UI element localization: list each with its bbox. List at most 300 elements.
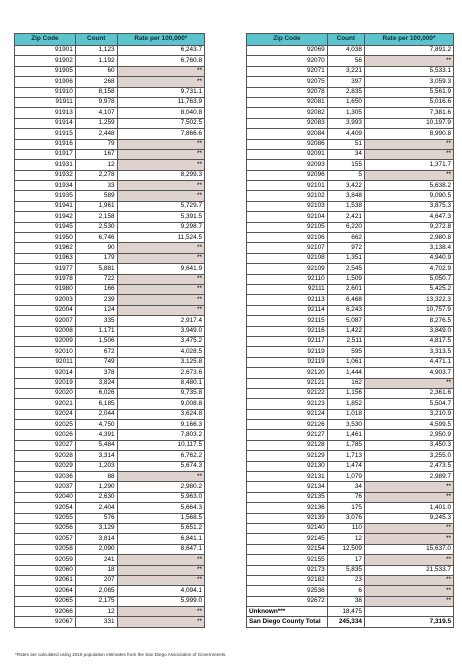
table-row: [15, 492, 205, 502]
table-row: [15, 513, 205, 523]
right-table-body: [247, 46, 454, 628]
rate-cell: **: [364, 482, 453, 492]
table-row: [15, 170, 205, 180]
rate-cell: 9,731.1: [117, 87, 204, 97]
table-row: [15, 534, 205, 544]
zip-code-cell: 92037: [15, 482, 76, 492]
zip-code-cell: 91942: [15, 212, 76, 222]
table-row: [15, 97, 205, 107]
count-cell: 1,785: [327, 440, 364, 450]
zip-code-cell: 92119: [247, 357, 328, 367]
rate-cell: 9,641.9: [117, 264, 204, 274]
zip-code-cell: 92140: [247, 523, 328, 533]
count-cell: 2,511: [327, 336, 364, 346]
table-row: [15, 617, 205, 627]
table-row: [247, 503, 454, 513]
rate-cell: 5,664.3: [117, 503, 204, 513]
table-row: [15, 139, 205, 149]
rate-cell: 3,475.2: [117, 336, 204, 346]
table-row: [247, 326, 454, 336]
rate-cell: 2,989.7: [364, 472, 453, 482]
table-row: [15, 87, 205, 97]
table-row: [247, 97, 454, 107]
rate-cell: 8,276.5: [364, 316, 453, 326]
table-row: [15, 233, 205, 243]
count-cell: 1,509: [327, 274, 364, 284]
rate-cell: **: [117, 253, 204, 263]
table-row: [247, 46, 454, 56]
zip-code-cell: 91950: [15, 233, 76, 243]
zip-code-cell: 91977: [15, 264, 76, 274]
table-row: [247, 243, 454, 253]
count-cell: 4,750: [75, 420, 117, 430]
rate-cell: 5,533.1: [364, 66, 453, 76]
table-row: [15, 316, 205, 326]
count-cell: 397: [327, 77, 364, 87]
zip-code-cell: 92672: [247, 596, 328, 606]
zip-code-cell: 92082: [247, 108, 328, 118]
count-cell: 662: [327, 233, 364, 243]
zip-code-cell: 92096: [247, 170, 328, 180]
rate-cell: **: [364, 596, 453, 606]
table-row: [15, 46, 205, 56]
table-row: [247, 118, 454, 128]
zip-code-cell: 91901: [15, 46, 76, 56]
rate-header: Rate per 100,000*: [117, 34, 204, 46]
table-row: [15, 264, 205, 274]
count-cell: 6,026: [75, 388, 117, 398]
table-row: [15, 575, 205, 585]
header-row: [15, 34, 205, 46]
rate-cell: 2,361.6: [364, 388, 453, 398]
zip-code-cell: 91917: [15, 149, 76, 159]
zip-code-cell: 92130: [247, 461, 328, 471]
rate-cell: 9,166.3: [117, 420, 204, 430]
zip-code-cell: 91913: [15, 108, 76, 118]
rate-cell: 9,272.8: [364, 222, 453, 232]
zip-code-cell: 92009: [15, 336, 76, 346]
count-cell: 589: [75, 191, 117, 201]
count-cell: 88: [75, 472, 117, 482]
zip-code-cell: 92036: [15, 472, 76, 482]
count-cell: 17: [327, 555, 364, 565]
rate-cell: **: [117, 274, 204, 284]
count-cell: 5,881: [75, 264, 117, 274]
zip-code-cell: 91963: [15, 253, 76, 263]
table-row: [247, 222, 454, 232]
rate-cell: 5,963.0: [117, 492, 204, 502]
zip-code-cell: 92057: [15, 534, 76, 544]
count-cell: 378: [75, 368, 117, 378]
count-cell: 245,334: [327, 617, 364, 627]
zip-code-cell: 92011: [15, 357, 76, 367]
rate-cell: 2,980.8: [364, 233, 453, 243]
zip-code-cell: 92116: [247, 326, 328, 336]
rate-cell: 13,322.3: [364, 295, 453, 305]
zip-code-cell: 91914: [15, 118, 76, 128]
zip-code-cell: 92115: [247, 316, 328, 326]
zip-code-cell: 91906: [15, 77, 76, 87]
rate-cell: 4,599.5: [364, 420, 453, 430]
count-cell: 2,090: [75, 544, 117, 554]
zip-code-cell: 92124: [247, 409, 328, 419]
zip-code-header: Zip Code: [247, 34, 328, 46]
zip-code-cell: 92028: [15, 451, 76, 461]
county-total-row: [247, 617, 454, 627]
table-row: [247, 181, 454, 191]
table-row: [15, 56, 205, 66]
count-cell: 749: [75, 357, 117, 367]
count-cell: 2,158: [75, 212, 117, 222]
zip-code-cell: 92128: [247, 440, 328, 450]
count-cell: 5: [327, 170, 364, 180]
table-row: [247, 523, 454, 533]
zip-code-cell: San Diego County Total: [247, 617, 328, 627]
rate-cell: 4,903.7: [364, 368, 453, 378]
zip-code-cell: 92055: [15, 513, 76, 523]
rate-cell: **: [364, 149, 453, 159]
zip-code-cell: 91911: [15, 97, 76, 107]
count-cell: 595: [327, 347, 364, 357]
zip-code-cell: 92117: [247, 336, 328, 346]
table-row: [247, 430, 454, 440]
count-cell: 3,814: [75, 534, 117, 544]
table-row: [15, 274, 205, 284]
rate-cell: 3,875.3: [364, 201, 453, 211]
count-cell: 1,305: [327, 108, 364, 118]
count-cell: 155: [327, 160, 364, 170]
count-cell: 2,044: [75, 409, 117, 419]
table-row: [247, 305, 454, 315]
zip-code-cell: 92101: [247, 181, 328, 191]
zip-code-cell: 92025: [15, 420, 76, 430]
rate-cell: 5,504.7: [364, 399, 453, 409]
zip-code-cell: 92134: [247, 482, 328, 492]
rate-cell: **: [117, 617, 204, 627]
table-row: [15, 347, 205, 357]
count-header: Count: [75, 34, 117, 46]
count-cell: 79: [75, 139, 117, 149]
rate-cell: 5,674.3: [117, 461, 204, 471]
rate-cell: 8,480.1: [117, 378, 204, 388]
zip-code-cell: 92081: [247, 97, 328, 107]
zip-code-cell: 91915: [15, 129, 76, 139]
count-cell: 6,468: [327, 295, 364, 305]
rate-cell: 5,391.5: [117, 212, 204, 222]
count-cell: 1,123: [75, 46, 117, 56]
count-cell: 2,175: [75, 596, 117, 606]
count-cell: 1,156: [327, 388, 364, 398]
table-row: [15, 108, 205, 118]
table-row: [247, 253, 454, 263]
zip-code-cell: 91932: [15, 170, 76, 180]
rate-cell: 2,950.9: [364, 430, 453, 440]
rate-cell: 2,473.5: [364, 461, 453, 471]
table-row: [15, 440, 205, 450]
rate-cell: 2,917.4: [117, 316, 204, 326]
zip-code-cell: 92064: [15, 586, 76, 596]
table-row: [15, 243, 205, 253]
zip-code-cell: 92058: [15, 544, 76, 554]
table-row: [15, 118, 205, 128]
table-row: [247, 482, 454, 492]
rate-cell: **: [117, 472, 204, 482]
rate-cell: **: [117, 607, 204, 617]
zip-code-cell: 92114: [247, 305, 328, 315]
rate-cell: **: [117, 191, 204, 201]
rate-cell: 3,313.5: [364, 347, 453, 357]
count-cell: 1,079: [327, 472, 364, 482]
zip-code-cell: 92019: [15, 378, 76, 388]
rate-cell: 4,471.1: [364, 357, 453, 367]
rate-cell: **: [364, 586, 453, 596]
rate-cell: 10,757.9: [364, 305, 453, 315]
count-cell: 3,129: [75, 523, 117, 533]
zip-code-cell: 92021: [15, 399, 76, 409]
count-cell: 12: [75, 607, 117, 617]
rate-cell: 5,999.0: [117, 596, 204, 606]
table-row: [247, 160, 454, 170]
table-row: [247, 388, 454, 398]
count-cell: 12: [327, 534, 364, 544]
table-row: [247, 368, 454, 378]
unknown-row: [247, 607, 454, 617]
count-cell: 3,076: [327, 513, 364, 523]
table-row: [247, 555, 454, 565]
count-cell: 2,545: [327, 264, 364, 274]
rate-cell: **: [117, 295, 204, 305]
count-cell: 124: [75, 305, 117, 315]
table-row: [247, 534, 454, 544]
rate-cell: **: [117, 181, 204, 191]
count-cell: 1,650: [327, 97, 364, 107]
rate-cell: 7,803.2: [117, 430, 204, 440]
count-cell: 2,601: [327, 284, 364, 294]
zip-code-cell: 92103: [247, 201, 328, 211]
zip-code-cell: 92106: [247, 233, 328, 243]
count-cell: 2,404: [75, 503, 117, 513]
table-row: [15, 77, 205, 87]
table-row: [247, 170, 454, 180]
count-cell: 12: [75, 160, 117, 170]
zip-code-cell: 92024: [15, 409, 76, 419]
count-cell: 1,290: [75, 482, 117, 492]
zip-code-cell: 92054: [15, 503, 76, 513]
zip-code-cell: 92127: [247, 430, 328, 440]
count-cell: 1,203: [75, 461, 117, 471]
zip-code-cell: 92104: [247, 212, 328, 222]
zip-code-cell: 92086: [247, 139, 328, 149]
right-zip-table: [246, 33, 454, 628]
rate-cell: 3,450.3: [364, 440, 453, 450]
zip-code-cell: 92083: [247, 118, 328, 128]
left-table-body: [15, 46, 205, 628]
rate-cell: 5,651.2: [117, 523, 204, 533]
rate-cell: 8,647.1: [117, 544, 204, 554]
zip-code-cell: 91910: [15, 87, 76, 97]
zip-code-cell: 92111: [247, 284, 328, 294]
count-cell: 167: [75, 149, 117, 159]
zip-code-cell: 91934: [15, 181, 76, 191]
table-row: [15, 181, 205, 191]
rate-cell: **: [364, 555, 453, 565]
zip-code-cell: 92102: [247, 191, 328, 201]
table-row: [15, 399, 205, 409]
zip-code-cell: 92093: [247, 160, 328, 170]
zip-code-cell: 92014: [15, 368, 76, 378]
count-cell: 3,824: [75, 378, 117, 388]
rate-cell: **: [117, 243, 204, 253]
zip-code-cell: 92108: [247, 253, 328, 263]
table-row: [15, 378, 205, 388]
count-cell: 241: [75, 555, 117, 565]
table-row: [247, 212, 454, 222]
count-cell: 1,474: [327, 461, 364, 471]
zip-code-cell: 92536: [247, 586, 328, 596]
zip-code-cell: 92061: [15, 575, 76, 585]
table-row: [15, 66, 205, 76]
rate-cell: 5,050.7: [364, 274, 453, 284]
table-row: [15, 420, 205, 430]
rate-cell: 2,673.6: [117, 368, 204, 378]
zip-code-cell: 92120: [247, 368, 328, 378]
table-row: [15, 222, 205, 232]
zip-code-cell: 92007: [15, 316, 76, 326]
rate-cell: **: [364, 523, 453, 533]
rate-cell: **: [364, 378, 453, 388]
rate-cell: 9,090.5: [364, 191, 453, 201]
rate-cell: **: [117, 139, 204, 149]
count-cell: 3,314: [75, 451, 117, 461]
rate-cell: 4,940.9: [364, 253, 453, 263]
count-cell: 34: [327, 482, 364, 492]
zip-code-cell: 92060: [15, 565, 76, 575]
rate-cell: **: [117, 305, 204, 315]
rate-cell: 8,990.8: [364, 129, 453, 139]
count-cell: 3,530: [327, 420, 364, 430]
count-cell: 162: [327, 378, 364, 388]
table-row: [247, 316, 454, 326]
count-cell: 4,391: [75, 430, 117, 440]
count-cell: 1,444: [327, 368, 364, 378]
rate-cell: 4,817.5: [364, 336, 453, 346]
count-cell: 76: [327, 492, 364, 502]
count-cell: 5,087: [327, 316, 364, 326]
zip-code-cell: 92145: [247, 534, 328, 544]
table-row: [15, 461, 205, 471]
zip-code-cell: 91980: [15, 284, 76, 294]
zip-code-cell: 91905: [15, 66, 76, 76]
table-row: [15, 523, 205, 533]
rate-cell: 6,762.2: [117, 451, 204, 461]
zip-code-cell: 92066: [15, 607, 76, 617]
count-cell: 207: [75, 575, 117, 585]
table-row: [247, 472, 454, 482]
count-cell: 335: [75, 316, 117, 326]
count-cell: 1,171: [75, 326, 117, 336]
rate-cell: 1,371.7: [364, 160, 453, 170]
zip-code-cell: 92154: [247, 544, 328, 554]
rate-cell: 3,138.4: [364, 243, 453, 253]
count-cell: 331: [75, 617, 117, 627]
count-cell: 4,409: [327, 129, 364, 139]
table-row: [15, 607, 205, 617]
rate-cell: 9,245.3: [364, 513, 453, 523]
count-cell: 1,713: [327, 451, 364, 461]
table-row: [15, 596, 205, 606]
zip-code-header: Zip Code: [15, 34, 76, 46]
count-cell: 1,506: [75, 336, 117, 346]
count-cell: 268: [75, 77, 117, 87]
count-cell: 1,061: [327, 357, 364, 367]
count-cell: 6,185: [75, 399, 117, 409]
table-row: [247, 420, 454, 430]
rate-cell: 9,008.8: [117, 399, 204, 409]
zip-code-cell: 92122: [247, 388, 328, 398]
count-cell: 672: [75, 347, 117, 357]
count-cell: 2,421: [327, 212, 364, 222]
table-row: [15, 149, 205, 159]
count-cell: 1,961: [75, 201, 117, 211]
zip-code-cell: 92078: [247, 87, 328, 97]
count-cell: 2,630: [75, 492, 117, 502]
zip-code-cell: 92110: [247, 274, 328, 284]
count-cell: 2,835: [327, 87, 364, 97]
table-row: [247, 77, 454, 87]
count-cell: 90: [75, 243, 117, 253]
table-row: [15, 482, 205, 492]
rate-cell: 8,299.3: [117, 170, 204, 180]
table-row: [247, 347, 454, 357]
count-cell: 4,107: [75, 108, 117, 118]
rate-cell: 3,125.8: [117, 357, 204, 367]
zip-code-cell: 92136: [247, 503, 328, 513]
table-row: [15, 586, 205, 596]
zip-code-cell: 92008: [15, 326, 76, 336]
table-row: [15, 409, 205, 419]
table-row: [15, 129, 205, 139]
table-row: [15, 295, 205, 305]
count-cell: 34: [327, 149, 364, 159]
count-cell: 2,448: [75, 129, 117, 139]
table-row: [15, 357, 205, 367]
rate-cell: 3,624.8: [117, 409, 204, 419]
count-cell: 2,530: [75, 222, 117, 232]
table-row: [247, 201, 454, 211]
count-cell: 12,509: [327, 544, 364, 554]
zip-code-cell: 92067: [15, 617, 76, 627]
count-cell: 4,038: [327, 46, 364, 56]
count-cell: 972: [327, 243, 364, 253]
rate-cell: 6,841.1: [117, 534, 204, 544]
count-cell: 239: [75, 295, 117, 305]
count-cell: 110: [327, 523, 364, 533]
zip-code-cell: 92075: [247, 77, 328, 87]
table-row: [15, 160, 205, 170]
zip-code-cell: 92126: [247, 420, 328, 430]
count-cell: 6,220: [327, 222, 364, 232]
table-row: [15, 555, 205, 565]
rate-cell: **: [117, 149, 204, 159]
rate-cell: 9,735.8: [117, 388, 204, 398]
zip-code-cell: 92139: [247, 513, 328, 523]
rate-cell: **: [364, 575, 453, 585]
zip-code-cell: 92107: [247, 243, 328, 253]
count-cell: 38: [327, 596, 364, 606]
zip-code-cell: 92065: [15, 596, 76, 606]
count-cell: 1,351: [327, 253, 364, 263]
zip-code-cell: 92123: [247, 399, 328, 409]
